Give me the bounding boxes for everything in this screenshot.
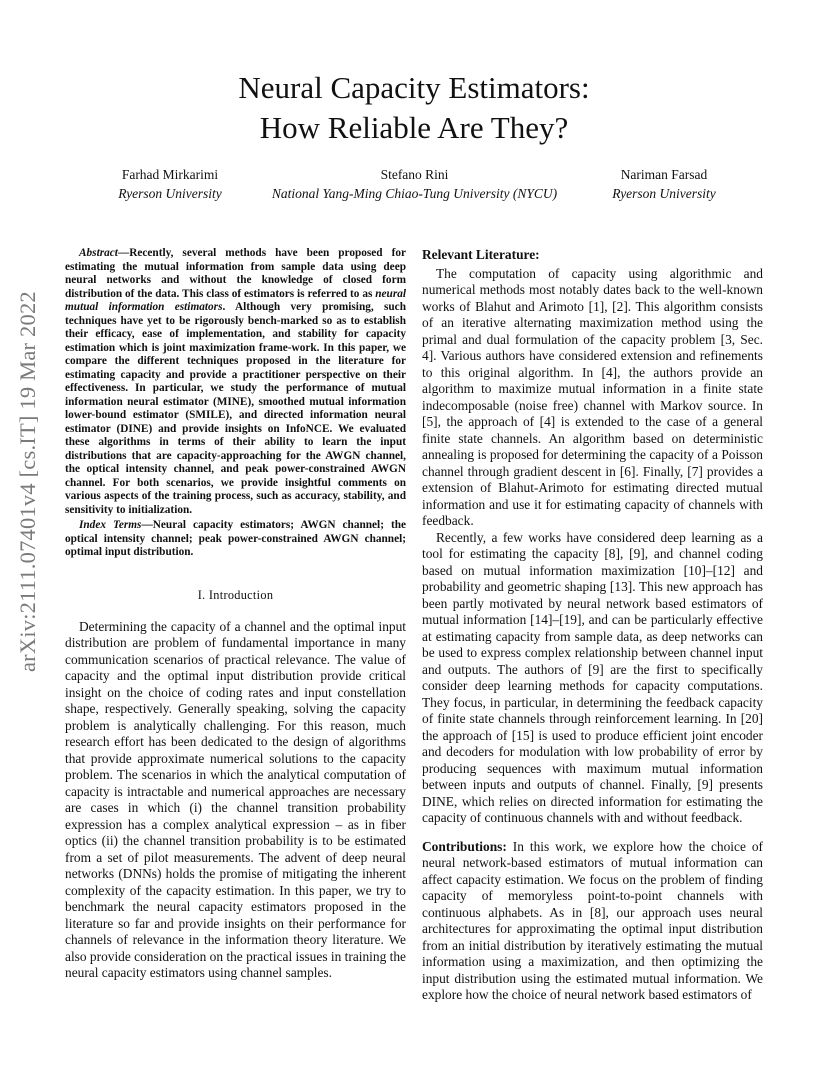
abstract-text-b: . Although very promising, such techniques have yet to be rigorously bench-marked so as to establish their efficacy, ease of implementation, and stability for capacity estimation which is joint maximization frame-work. In this paper, we compare the different techniques proposed in the literature for estimating capacity and provide a practitioner perspective on their effectiveness. In particular, we study the performance of mutual information neural estimator (MINE), smoothed mutual information lower-bound estimator (SMILE), and directed information neural estimator (DINE) and provide insights on InfoNCE. We evaluated these algorithms in terms of their ability to learn the input distributions that are capacity-approaching for the AWGN channel, the optical intensity channel, and peak power-constrained AWGN channel. For both scenarios, we provide insightful comments on various aspects of the training process, such as accuracy, stability, and sensitivity to initialization. — [65, 301, 406, 516]
contributions-label: Contributions: — [422, 838, 507, 854]
abstract-text-a: —Recently, several methods have been proposed for estimating the mutual information from sample data using deep neural networks and without the knowledge of closed form distribution of the data. This class of estimators is referred to as — [65, 247, 406, 300]
author-name: Farhad Mirkarimi — [121, 167, 219, 182]
left-column — [65, 247, 406, 982]
author-affiliation: Ryerson University — [612, 186, 716, 201]
author-affiliation: National Yang-Ming Chiao-Tung University (NYCU) — [271, 186, 558, 201]
index-terms-label: Index Terms — [79, 519, 142, 531]
author-affiliation: Ryerson University — [118, 186, 222, 201]
literature-paragraph-1: The computation of capacity using algorithmic and numerical methods most notably dates back to the well-known works of Blahut and Arimoto [1], [2]. This algorithm consists of an iterative alternating maximization method using the primal and dual formulation of the capacity problem [3, Sec. 4]. Various authors have considered extension and refinements to this original algorithm. In [4], the authors provide an algorithm to maximize mutual information in a finite state indecomposable (noise free) channel with Markov source. In [5], the approach of [4] is extended to the case of a general finite state channels. An algorithm based on deterministic annealing is proposed for determining the capacity of a Poisson channel through gradient descent in [6]. Finally, [7] provides a extension of Blahut-Arimoto for estimating directed mutual information and use it for estimating capacity of channels with feedback. — [422, 265, 763, 528]
literature-paragraph-2: Recently, a few works have considered deep learning as a tool for estimating the capacity [8], [9], and channel coding based on mutual information maximization [10]–[12] and probability and geometric shaping [13]. This new approach has been partly motivated by neural network based estimators of mutual information [14]–[19], and can be particularly effective at estimating capacity from sample data, as deep networks can be used to express complex relationship between channel input and outputs. The authors of [9] are the first to specifically consider deep learning methods for capacity computations. They focus, in particular, in determining the feedback capacity of finite state channels through reinforcement learning. In [20] the approach of [15] is used to produce efficient joint encoder and decoders for modulation with low probability of error by producing sequences with maximum mutual information between inputs and outputs of channel. Finally, [9] presents DINE, which relies on directed information for estimating the capacity of continuous channels with and without feedback. — [422, 529, 763, 825]
contributions-text: In this work, we explore how the choice of neural network-based estimators of mutual information can affect capacity estimation. We focus on the problem of finding capacity of memoryless point-to-point channels with continuous alphabets. As in [8], our approach uses neural architectures for approximating the optimal input distribution from an initial distribution by iteratively estimating the mutual information using a maximization, and then optimizing the input distribution using the estimated mutual information. We explore how the choice of neural network based estimators of — [422, 838, 763, 1002]
author-block — [100, 165, 240, 203]
author-name: Stefano Rini — [380, 167, 449, 182]
abstract — [65, 247, 406, 517]
relevant-literature-heading: Relevant Literature: — [422, 247, 540, 262]
contributions-paragraph — [422, 839, 763, 1004]
paper-title — [0, 68, 828, 148]
index-terms — [65, 519, 406, 560]
author-block — [262, 165, 567, 203]
section-heading-introduction: I. Introduction — [197, 587, 274, 602]
arxiv-stamp: arXiv:2111.07401v4 [cs.IT] 19 Mar 2022 — [15, 291, 40, 672]
title-line-1: Neural Capacity Estimators: — [238, 70, 590, 105]
index-terms-text: —Neural capacity estimators; AWGN channel; the optical intensity channel; peak power-constrained AWGN channel; optimal input distribution. — [65, 519, 406, 558]
abstract-label: Abstract — [79, 247, 118, 259]
author-block — [596, 165, 732, 203]
author-name: Nariman Farsad — [620, 167, 708, 182]
abstract-emphasis: neural mutual information estimators — [65, 287, 406, 313]
intro-paragraph: Determining the capacity of a channel and the optimal input distribution are problem of fundamental importance in many communication scenarios of practical relevance. The value of capacity and the optimal input distribution provide critical insight on the choice of coding rates and input constellation shape, respectively. Generally speaking, solving the capacity problem is analytically challenging. For this reason, much research effort has been dedicated to the design of algorithms that provide approximate numerical solutions to the capacity problem. The scenarios in which the analytical computation of capacity is intractable and numerical approaches are necessary are cases in which (i) the channel transition probability expression has a complex analytical expression – as in fiber optics (ii) the channel transition probability is to be estimated from a set of pilot measurements. The advent of deep neural networks (DNNs) holds the promise of mitigating the inherent complexity of the capacity estimation. In this paper, we try to benchmark the neural capacity estimators proposed in the literature so far and provide insights on their performance for channels of relevance in the information theory literature. We also provide consideration on the practical issues in training the neural capacity estimators using channel samples. — [65, 618, 406, 980]
title-line-2: How Reliable Are They? — [259, 110, 569, 145]
right-column — [422, 247, 763, 1004]
